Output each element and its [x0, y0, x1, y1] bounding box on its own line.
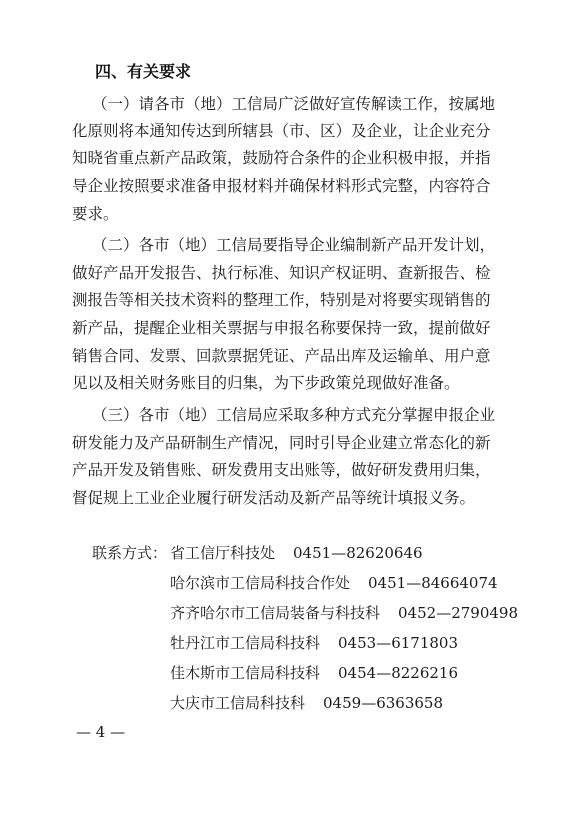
paragraph1-line-1: （一）请各市（地）工信局广泛做好宣传解读工作，按属地 — [92, 95, 496, 113]
contact-org: 大庆市工信局科技科 — [170, 694, 306, 712]
contact-phone: 0459—6363658 — [323, 694, 443, 712]
paragraph1-line-4: 导企业按照要求准备申报材料并确保材料形式完整，内容符合 — [72, 177, 491, 195]
contact-row — [170, 632, 458, 654]
paragraph3-line-4: 督促规上工业企业履行研发活动及新产品等统计填报义务。 — [72, 489, 476, 507]
paragraph1-line-3: 知晓省重点新产品政策，鼓励符合条件的企业积极申报，并指 — [72, 149, 491, 167]
paragraph2-line-6: 见以及相关财务账目的归集，为下步政策兑现做好准备。 — [72, 374, 460, 392]
contact-row — [170, 662, 458, 684]
contact-phone: 0453—6171803 — [338, 634, 458, 652]
paragraph3-line-3: 产品开发及销售账、研发费用支出账等，做好研发费用归集， — [72, 461, 491, 479]
paragraph2-line-3: 测报告等相关技术资料的整理工作，特别是对将要实现销售的 — [72, 291, 491, 309]
contact-row — [170, 692, 443, 714]
contact-org: 哈尔滨市工信局科技合作处 — [170, 574, 351, 592]
paragraph2-line-4: 新产品，提醒企业相关票据与申报名称要保持一致，提前做好 — [72, 319, 491, 337]
contact-row — [170, 572, 498, 594]
section-heading: 四、有关要求 — [95, 62, 192, 81]
contact-org: 佳木斯市工信局科技科 — [170, 664, 321, 682]
contact-phone: 0454—8226216 — [338, 664, 458, 682]
contact-phone: 0452—2790498 — [398, 604, 518, 622]
page-number: — 4 — — [76, 723, 126, 741]
contact-phone: 0451—84664074 — [368, 574, 498, 592]
paragraph3-line-1: （三）各市（地）工信局应采取多种方式充分掌握申报企业 — [92, 406, 496, 424]
paragraph2-line-1: （二）各市（地）工信局要指导企业编制新产品开发计划， — [92, 236, 496, 254]
paragraph1-line-2: 化原则将本通知传达到所辖县（市、区）及企业，让企业充分 — [72, 122, 491, 140]
paragraph2-line-5: 销售合同、发票、回款票据凭证、产品出库及运输单、用户意 — [72, 347, 491, 365]
contact-phone: 0451—82620646 — [293, 544, 423, 562]
contact-org: 牡丹江市工信局科技科 — [170, 634, 321, 652]
paragraph2-line-2: 做好产品开发报告、执行标准、知识产权证明、查新报告、检 — [72, 264, 491, 282]
paragraph1-line-5: 要求。 — [72, 205, 119, 223]
contact-org: 齐齐哈尔市工信局装备与科技科 — [170, 604, 381, 622]
contact-row — [170, 602, 518, 624]
paragraph3-line-2: 研发能力及产品研制生产情况，同时引导企业建立常态化的新 — [72, 434, 491, 452]
contact-row — [170, 542, 423, 564]
contact-label: 联系方式： — [92, 544, 168, 562]
contact-org: 省工信厅科技处 — [170, 544, 276, 562]
